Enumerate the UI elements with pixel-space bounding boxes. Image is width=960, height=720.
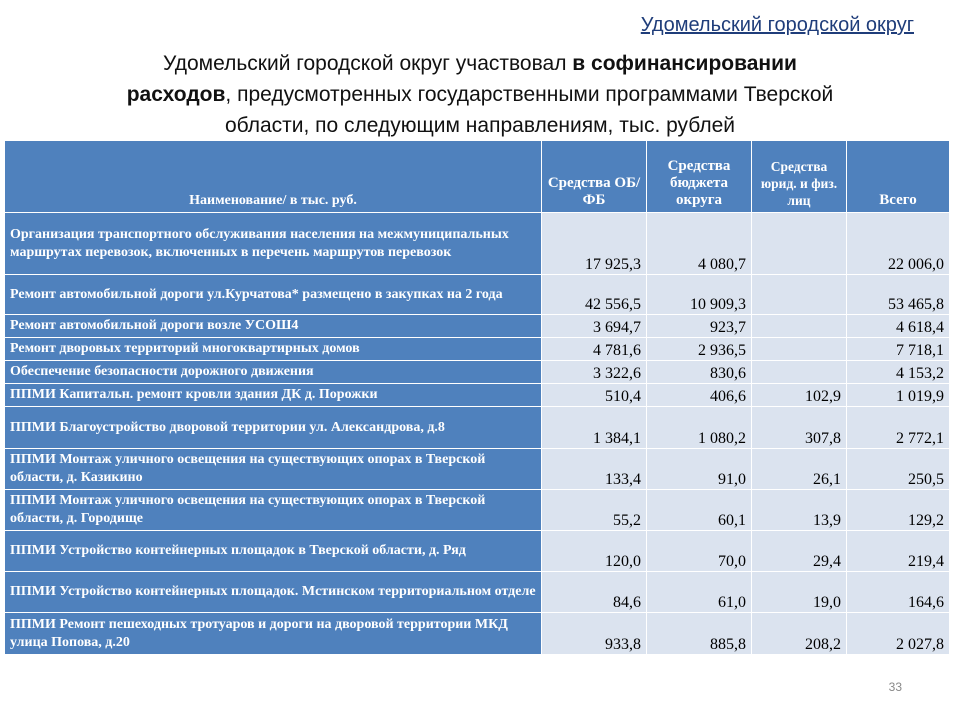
row-total-cell: 250,5 (847, 449, 950, 490)
row-total-cell: 2 027,8 (847, 613, 950, 655)
title-text-3: области, по следующим направлениям, тыс. рублей (224, 114, 736, 137)
page-title (40, 48, 920, 141)
table-row (5, 338, 950, 361)
row-name-cell: Организация транспортного обслуживания населения на межмуниципальных маршрутах перевозок, включенных в перечень маршрутов перевозок (5, 213, 542, 275)
table-row (5, 384, 950, 407)
header-fed: Средства ОБ/ФБ (542, 141, 647, 213)
row-local-cell: 1 080,2 (647, 407, 752, 449)
table-row (5, 449, 950, 490)
row-legal-cell: 208,2 (752, 613, 847, 655)
row-local-cell: 60,1 (647, 490, 752, 531)
row-total-cell: 7 718,1 (847, 338, 950, 361)
table-row (5, 361, 950, 384)
row-name-cell: Ремонт дворовых территорий многоквартирных домов (5, 338, 542, 361)
row-total-cell: 53 465,8 (847, 275, 950, 315)
header-legal: Средства юрид. и физ. лиц (752, 141, 847, 213)
row-local-cell: 923,7 (647, 315, 752, 338)
row-fed-cell: 84,6 (542, 572, 647, 613)
row-name-cell: ППМИ Монтаж уличного освещения на существующих опорах в Тверской области, д. Городище (5, 490, 542, 531)
table-row (5, 407, 950, 449)
row-total-cell: 164,6 (847, 572, 950, 613)
row-name-cell: ППМИ Капитальн. ремонт кровли здания ДК д. Порожки (5, 384, 542, 407)
row-name-cell: ППМИ Устройство контейнерных площадок. Мстинском территориальном отделе (5, 572, 542, 613)
row-total-cell: 22 006,0 (847, 213, 950, 275)
row-name-cell: Обеспечение безопасности дорожного движения (5, 361, 542, 384)
table-row (5, 275, 950, 315)
table-row (5, 531, 950, 572)
title-bold-1: в софинансировании (572, 52, 797, 75)
header-name: Наименование/ в тыс. руб. (5, 141, 542, 213)
row-name-cell: Ремонт автомобильной дороги ул.Курчатова* размещено в закупках на 2 года (5, 275, 542, 315)
title-text-1: Удомельский городской округ участвовал (163, 52, 573, 75)
row-fed-cell: 42 556,5 (542, 275, 647, 315)
table-row (5, 572, 950, 613)
row-local-cell: 830,6 (647, 361, 752, 384)
page-number: 33 (888, 680, 902, 694)
row-total-cell: 129,2 (847, 490, 950, 531)
row-legal-cell: 307,8 (752, 407, 847, 449)
row-local-cell: 2 936,5 (647, 338, 752, 361)
row-legal-cell (752, 213, 847, 275)
row-fed-cell: 510,4 (542, 384, 647, 407)
row-total-cell: 2 772,1 (847, 407, 950, 449)
row-fed-cell: 933,8 (542, 613, 647, 655)
row-name-cell: Ремонт автомобильной дороги возле УСОШ4 (5, 315, 542, 338)
row-legal-cell (752, 315, 847, 338)
row-local-cell: 61,0 (647, 572, 752, 613)
row-name-cell: ППМИ Устройство контейнерных площадок в Тверской области, д. Ряд (5, 531, 542, 572)
table-header-row (5, 141, 950, 213)
row-legal-cell (752, 361, 847, 384)
header-total: Всего (847, 141, 950, 213)
table-row (5, 213, 950, 275)
row-name-cell: ППМИ Монтаж уличного освещения на существующих опорах в Тверской области, д. Казикино (5, 449, 542, 490)
row-name-cell: ППМИ Ремонт пешеходных тротуаров и дороги на дворовой территории МКД улица Попова, д.20 (5, 613, 542, 655)
row-legal-cell (752, 338, 847, 361)
row-local-cell: 10 909,3 (647, 275, 752, 315)
row-legal-cell (752, 275, 847, 315)
header-local: Средства бюджета округа (647, 141, 752, 213)
row-fed-cell: 120,0 (542, 531, 647, 572)
row-name-cell: ППМИ Благоустройство дворовой территории ул. Александрова, д.8 (5, 407, 542, 449)
row-fed-cell: 3 694,7 (542, 315, 647, 338)
row-local-cell: 4 080,7 (647, 213, 752, 275)
row-local-cell: 70,0 (647, 531, 752, 572)
table-row (5, 613, 950, 655)
row-fed-cell: 55,2 (542, 490, 647, 531)
row-fed-cell: 133,4 (542, 449, 647, 490)
row-legal-cell: 102,9 (752, 384, 847, 407)
row-total-cell: 4 153,2 (847, 361, 950, 384)
row-local-cell: 91,0 (647, 449, 752, 490)
row-fed-cell: 4 781,6 (542, 338, 647, 361)
budget-table (4, 140, 950, 655)
row-legal-cell: 13,9 (752, 490, 847, 531)
title-text-2: , предусмотренных государственными программами Тверской (225, 83, 834, 106)
row-fed-cell: 1 384,1 (542, 407, 647, 449)
row-legal-cell: 26,1 (752, 449, 847, 490)
table-row (5, 490, 950, 531)
row-fed-cell: 3 322,6 (542, 361, 647, 384)
row-total-cell: 1 019,9 (847, 384, 950, 407)
title-bold-2: расходов (126, 83, 226, 106)
row-legal-cell: 29,4 (752, 531, 847, 572)
district-link[interactable]: Удомельский городской округ (640, 14, 914, 36)
row-total-cell: 4 618,4 (847, 315, 950, 338)
row-fed-cell: 17 925,3 (542, 213, 647, 275)
row-legal-cell: 19,0 (752, 572, 847, 613)
row-total-cell: 219,4 (847, 531, 950, 572)
row-local-cell: 406,6 (647, 384, 752, 407)
row-local-cell: 885,8 (647, 613, 752, 655)
table-row (5, 315, 950, 338)
